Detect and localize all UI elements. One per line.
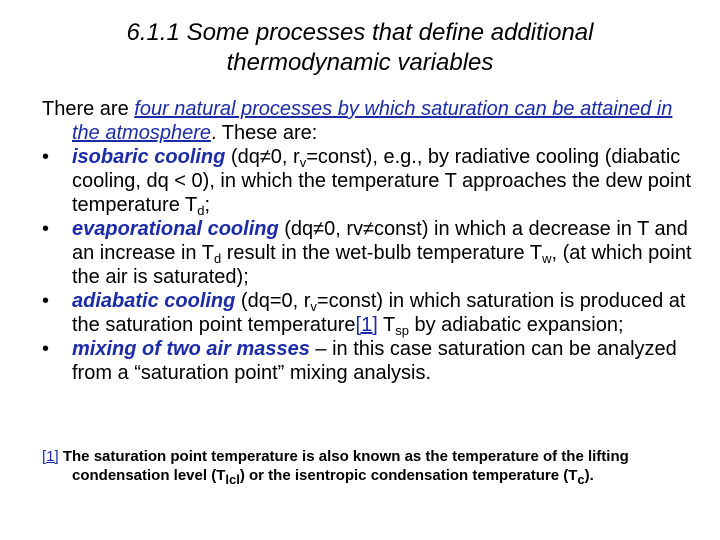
- footnote-reference-link[interactable]: [1]: [355, 314, 378, 336]
- subscript: c: [577, 472, 585, 487]
- list-item-adiabatic-cooling: [42, 289, 702, 337]
- item-text: T: [377, 314, 396, 336]
- list-item-isobaric-cooling: [42, 145, 702, 217]
- subscript: sp: [395, 323, 409, 338]
- list-item-evaporational-cooling: [42, 217, 702, 289]
- subscript: v: [299, 155, 307, 170]
- term-mixing-air-masses: mixing of two air masses: [72, 338, 310, 360]
- subscript: d: [213, 251, 222, 266]
- item-text: – in this case saturation can be analyzed from a “saturation point” mixing analysis.: [72, 338, 677, 384]
- bullet-icon: •: [42, 290, 50, 312]
- intro-paragraph: [42, 97, 702, 145]
- footnote: [42, 447, 707, 485]
- slide-title: [40, 18, 680, 78]
- subscript: v: [310, 299, 317, 314]
- process-list: [42, 145, 702, 385]
- item-text: by adiabatic expansion;: [408, 314, 624, 336]
- intro-text: There are: [42, 98, 135, 120]
- item-text: =const) in which saturation is produced at the saturation point temperature: [72, 290, 686, 336]
- bullet-icon: •: [42, 146, 50, 168]
- subscript: w: [542, 251, 552, 266]
- item-text: result in the wet-bulb temperature T: [221, 242, 543, 264]
- item-text: , (at which point the air is saturated);: [72, 242, 692, 288]
- title-line-2: thermodynamic variables: [226, 49, 494, 76]
- slide-body: [42, 97, 702, 385]
- footnote-backlink[interactable]: [1]: [42, 448, 59, 465]
- term-adiabatic-cooling: adiabatic cooling: [72, 290, 236, 312]
- footnote-text: The saturation point temperature is also known as the temperature of the lifting condensation level (T: [58, 448, 629, 484]
- subscript: d: [197, 203, 205, 218]
- intro-link[interactable]: four natural processes by which saturation can be attained in the atmosphere: [72, 98, 673, 144]
- list-item-mixing-air-masses: [42, 337, 702, 385]
- intro-text-end: . These are:: [210, 122, 318, 144]
- footnote-text: ).: [584, 467, 594, 484]
- item-text: (dq≠0, rv≠const) in which a decrease in T and an increase in T: [72, 218, 688, 264]
- subscript: lcl: [225, 472, 240, 487]
- item-text: ;: [204, 194, 211, 216]
- term-evaporational-cooling: evaporational cooling: [72, 218, 279, 240]
- item-text: (dq=0, r: [235, 290, 311, 312]
- footnote-text: ) or the isentropic condensation temperature (T: [239, 467, 578, 484]
- item-text: (dq≠0, r: [225, 146, 300, 168]
- title-line-1: 6.1.1 Some processes that define additional: [126, 19, 594, 46]
- item-text: =const), e.g., by radiative cooling (diabatic cooling, dq < 0), in which the temperature T approaches the dew point temperature T: [72, 146, 692, 216]
- bullet-icon: •: [42, 218, 50, 240]
- term-isobaric-cooling: isobaric cooling: [72, 146, 226, 168]
- bullet-icon: •: [42, 338, 50, 360]
